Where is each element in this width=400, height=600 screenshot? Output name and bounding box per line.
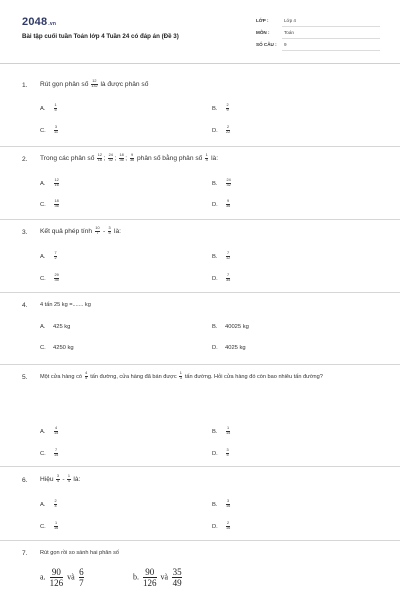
divider (0, 540, 400, 541)
option-c[interactable]: C. $\frac{1}{16}$ (40, 521, 59, 530)
worksheet-page: 2048.vn Bài tập cuối tuần Toán lớp 4 Tuần 24 có đáp án (Đề 3) LỚP : Lớp 4 MÔN : Toán SỐ CÂU : 9 1. Rút gọn phân số $\frac{12}{132}$ là được phân số A. $\frac{1}{5}$ B. $\frac{2}{9}$ C. $\frac{3}{11}$ D. $\frac{2}{22}$ 2. Trong các phân số $\frac{12}{16}$ ; $\frac{24}{32}$ ; $\frac{18}{36}$ ; $\frac{9}{36}$ phân số bằng phân số $\frac{1}{4}$ là: A. $\frac{12}{16}$ B. $\frac{24}{32}$ C. $\frac{18}{36}$ D. $\frac{9}{36}$ 3. Kết quả phép tính $\frac{10}{7}$ - $\frac{3}{5}$ là: A. $\frac{7}{2}$ B. $\frac{7}{12}$ C. $\frac{29}{35}$ D. $\frac{7}{35}$ 4. 4 tấn 25 kg =....... kg A. 425 kg B. 40025 kg C. 4250 kg D. 4025 kg 5. Một cửa hàng có $\frac{4}{5}$ tấn đường, cửa hàng đã bán được $\frac{1}{3}$ tấn đường. Hỏi cửa hàng đó còn bao nhiêu tấn đường? A. $\frac{4}{15}$ B. $\frac{1}{15}$ C. $\frac{7}{15}$ D. $\frac{3}{5}$ 6. Hiệu $\frac{3}{4}$ - $\frac{1}{4}$ là: A. $\frac{2}{4}$ B. $\frac{3}{16}$ C. $\frac{1}{16}$ D. $\frac{2}{16}$ 7. Rút gọn rồi so sánh hai phân số a. $\frac{90}{126}$ và $\frac{6}{7}$ b. $\frac{90}{126}$ và $\frac{35}{49}$ (0, 0, 400, 600)
meta-row-class: LỚP : Lớp 4 (256, 17, 380, 29)
meta-row-subject: MÔN : Toán (256, 29, 380, 41)
worksheet-title: Bài tập cuối tuần Toán lớp 4 Tuần 24 có đáp án (Đề 3) (22, 33, 179, 40)
question-1-text: Rút gọn phân số $\frac{12}{132}$ là được phân số (40, 78, 149, 88)
option-c[interactable]: C. $\frac{18}{36}$ (40, 199, 59, 208)
question-3-text: Kết quả phép tính $\frac{10}{7}$ - $\frac{3}{5}$ là: (40, 225, 121, 235)
option-c[interactable]: C. $\frac{7}{15}$ (40, 448, 59, 457)
option-a[interactable]: A. $\frac{2}{4}$ (40, 499, 57, 508)
option-d[interactable]: D. $\frac{7}{35}$ (212, 273, 231, 282)
option-d[interactable]: D. $\frac{9}{36}$ (212, 199, 231, 208)
fraction: $\frac{12}{132}$ (91, 78, 98, 88)
question-2-text: Trong các phân số $\frac{12}{16}$ ; $\frac{24}{32}$ ; $\frac{18}{36}$ ; $\frac{9}{36}$ phân số bằng phân số $\frac{1}{4}$ là: (40, 152, 219, 162)
part-a: a. $\frac{90}{126}$ và $\frac{6}{7}$ (40, 567, 84, 588)
question-6-text: Hiệu $\frac{3}{4}$ - $\frac{1}{4}$ là: (40, 473, 81, 483)
worksheet-meta (256, 17, 380, 53)
option-d[interactable]: D. 4025 kg (212, 345, 246, 351)
option-a[interactable]: A. $\frac{1}{5}$ (40, 103, 57, 112)
meta-row-question-count: SỐ CÂU : 9 (256, 41, 380, 53)
option-c[interactable]: C. $\frac{29}{35}$ (40, 273, 59, 282)
option-b[interactable]: B. $\frac{1}{15}$ (212, 426, 231, 435)
option-c[interactable]: C. 4250 kg (40, 345, 74, 351)
worksheet-header (0, 0, 400, 64)
option-b[interactable]: B. $\frac{2}{9}$ (212, 103, 229, 112)
option-a[interactable]: A. $\frac{12}{16}$ (40, 178, 59, 187)
option-b[interactable]: B. $\frac{3}{16}$ (212, 499, 231, 508)
question-7-text: Rút gọn rồi so sánh hai phân số (40, 550, 119, 556)
option-a[interactable]: A. $\frac{4}{15}$ (40, 426, 59, 435)
divider (0, 219, 400, 220)
part-b: b. $\frac{90}{126}$ và $\frac{35}{49}$ (133, 567, 182, 588)
divider (0, 292, 400, 293)
site-logo[interactable]: 2048.vn (22, 16, 57, 28)
option-b[interactable]: B. 40025 kg (212, 324, 249, 330)
option-c[interactable]: C. $\frac{3}{11}$ (40, 125, 58, 134)
option-d[interactable]: D. $\frac{2}{22}$ (212, 125, 231, 134)
option-d[interactable]: D. $\frac{3}{5}$ (212, 448, 229, 457)
option-d[interactable]: D. $\frac{2}{16}$ (212, 521, 231, 530)
question-4-text: 4 tấn 25 kg =....... kg (40, 302, 91, 308)
option-b[interactable]: B. $\frac{7}{12}$ (212, 251, 231, 260)
question-5-text: Một cửa hàng có $\frac{4}{5}$ tấn đường, cửa hàng đã bán được $\frac{1}{3}$ tấn đường. Hỏi cửa hàng đó còn bao nhiêu tấn đường? (40, 371, 323, 381)
divider (0, 364, 400, 365)
option-a[interactable]: A. $\frac{7}{2}$ (40, 251, 57, 260)
option-a[interactable]: A. 425 kg (40, 324, 71, 330)
divider (0, 146, 400, 147)
option-b[interactable]: B. $\frac{24}{32}$ (212, 178, 231, 187)
divider (0, 466, 400, 467)
